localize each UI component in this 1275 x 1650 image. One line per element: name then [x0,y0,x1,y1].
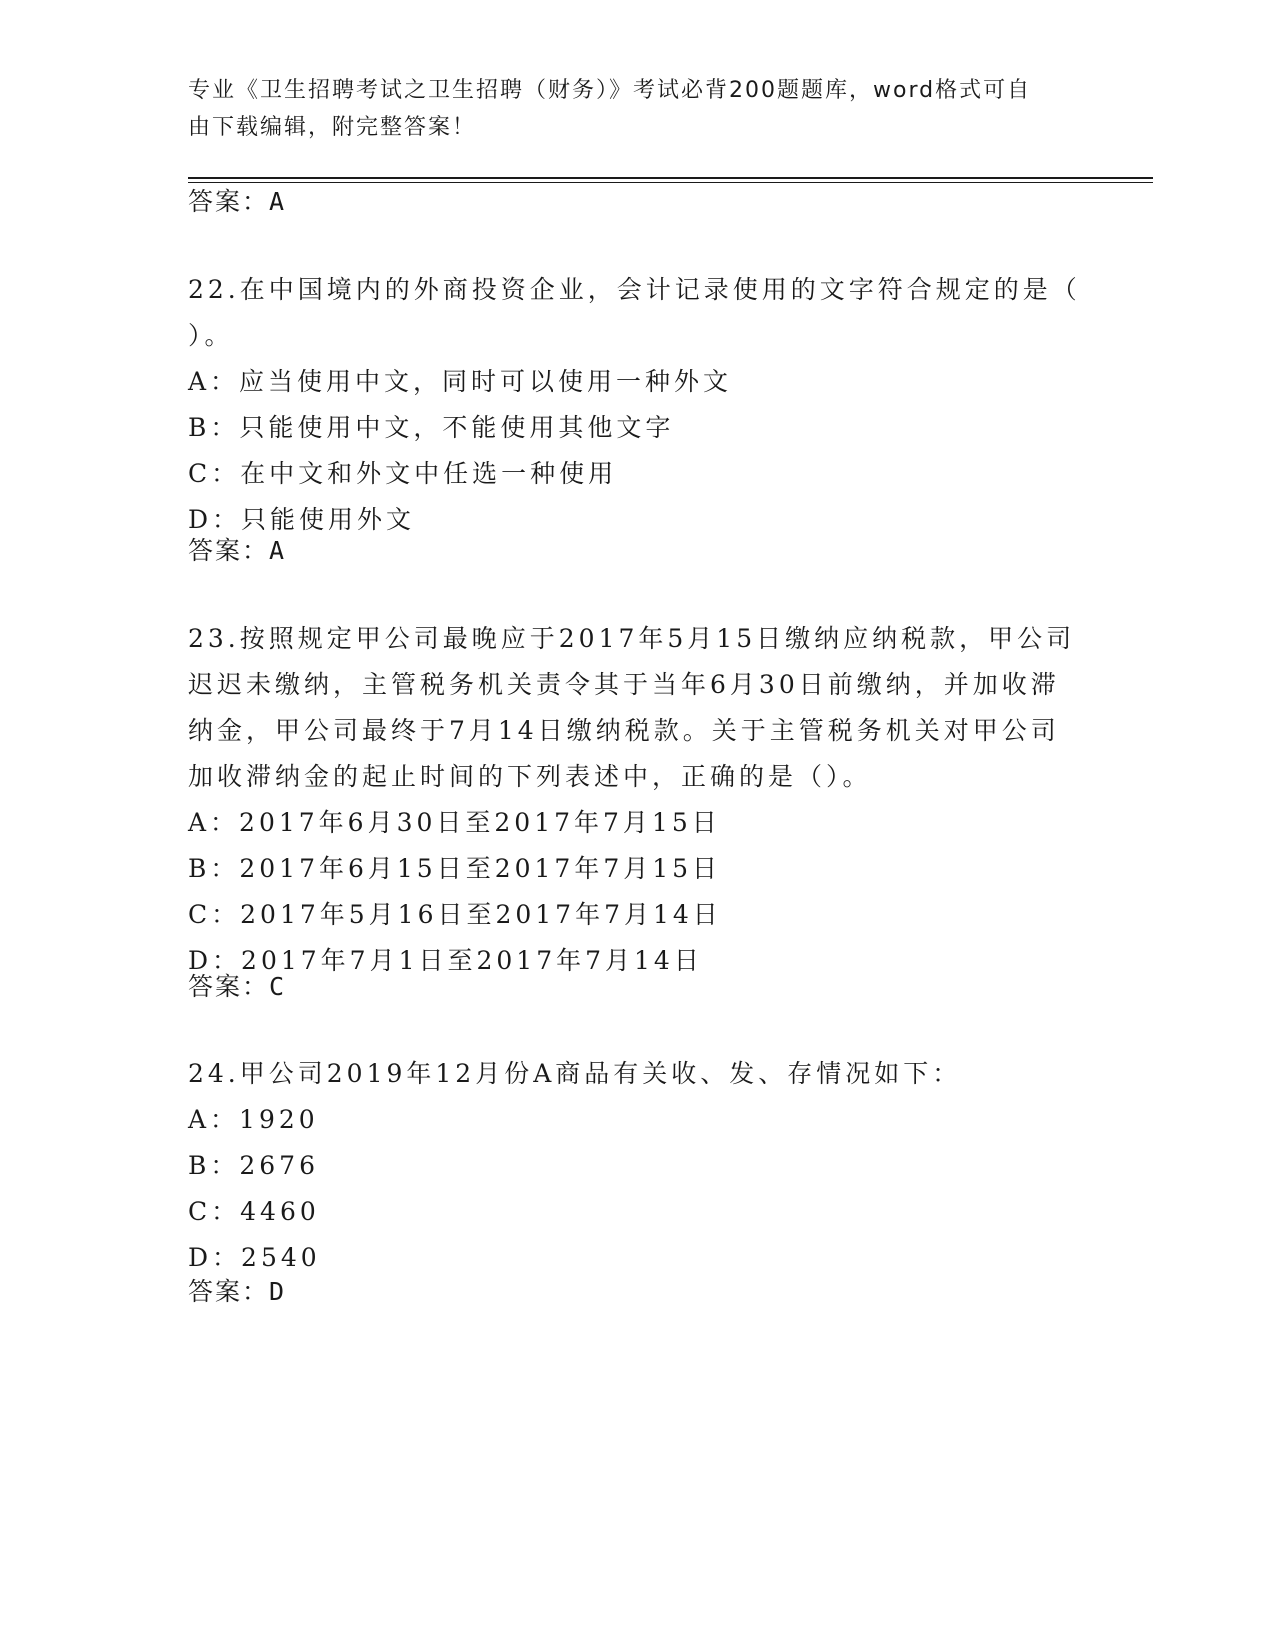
option-a: A：1920 [188,1105,319,1134]
answer-label: 答案： [188,536,270,565]
answer-label: 答案： [188,1277,270,1306]
question-stem-line: 纳金，甲公司最终于7月14日缴纳税款。关于主管税务机关对甲公司 [188,716,1060,745]
answer-line [188,964,286,1010]
answer-line [188,1269,286,1315]
document-header [188,72,1088,146]
answer-value: A [269,536,287,565]
option-a: A：2017年6月30日至2017年7月15日 [188,808,721,837]
answer-line [188,528,286,574]
option-c: C：4460 [188,1197,320,1226]
question-stem-line: 24.甲公司2019年12月份A商品有关收、发、存情况如下： [188,1059,962,1088]
answer-line [188,179,286,225]
option-d: D：2540 [188,1243,321,1272]
answer-value: C [269,972,287,1001]
question-stem-line: ）。 [188,321,234,350]
option-c: C：在中文和外文中任选一种使用 [188,459,618,488]
question-24 [188,1051,1088,1281]
question-23 [188,616,1088,984]
question-stem-line: 加收滞纳金的起止时间的下列表述中，正确的是（）。 [188,762,872,791]
answer-label: 答案： [188,972,270,1001]
header-line: 由下载编辑，附完整答案！ [188,115,477,140]
header-divider [188,177,1153,183]
question-stem-line: 迟迟未缴纳，主管税务机关责令其于当年6月30日前缴纳，并加收滞 [188,670,1060,699]
question-stem-line: 23.按照规定甲公司最晚应于2017年5月15日缴纳应纳税款，甲公司 [188,624,1076,653]
option-d: D：2017年7月1日至2017年7月14日 [188,946,703,975]
option-b: B：2017年6月15日至2017年7月15日 [188,854,722,883]
option-c: C：2017年5月16日至2017年7月14日 [188,900,722,929]
answer-value: D [269,1277,287,1306]
answer-label: 答案： [188,187,270,216]
option-b: B：只能使用中文，不能使用其他文字 [188,413,675,442]
option-a: A：应当使用中文，同时可以使用一种外文 [188,367,733,396]
header-line: 专业《卫生招聘考试之卫生招聘（财务）》考试必背200题题库，word格式可自 [188,78,1032,103]
question-22 [188,267,1088,543]
option-b: B：2676 [188,1151,319,1180]
option-d: D：只能使用外文 [188,505,416,534]
question-stem-line: 22.在中国境内的外商投资企业，会计记录使用的文字符合规定的是（ [188,275,1081,304]
answer-value: A [269,187,287,216]
